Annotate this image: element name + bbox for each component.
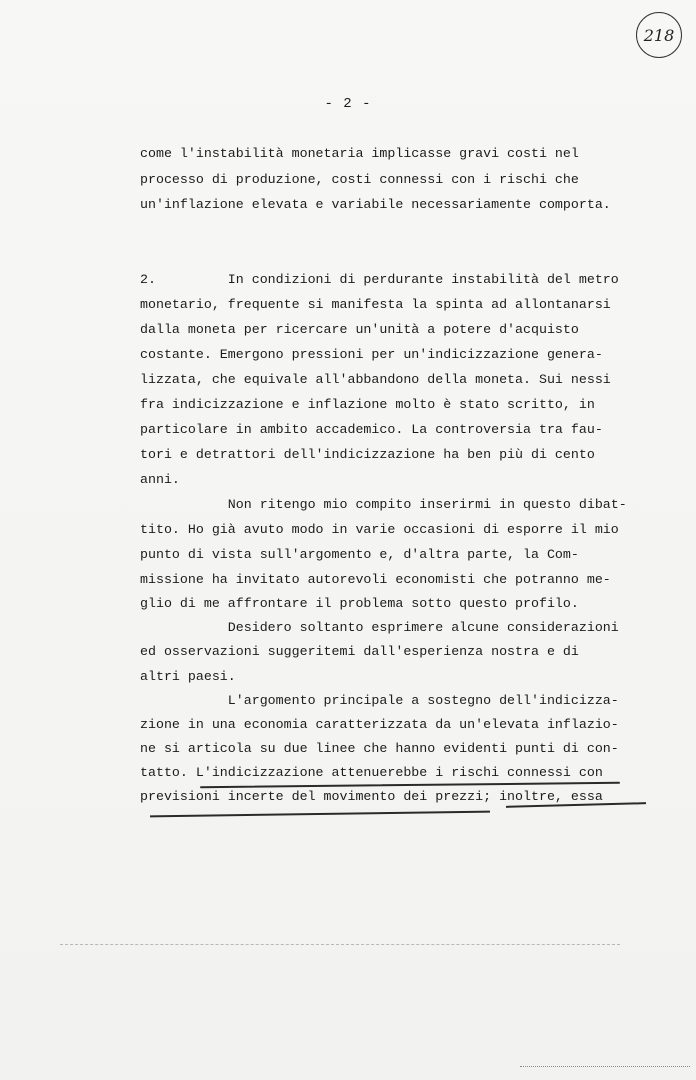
text-line: dalla moneta per ricercare un'unità a potere d'acquisto: [140, 322, 579, 337]
text-line: particolare in ambito accademico. La controversia tra fau-: [140, 422, 603, 437]
handwritten-underline: [150, 811, 490, 817]
text-line: zione in una economia caratterizzata da un'elevata inflazio-: [140, 717, 619, 732]
stamp-number: 218: [643, 25, 675, 45]
text-line: Desidero soltanto esprimere alcune considerazioni: [140, 620, 619, 635]
text-line: glio di me affrontare il problema sotto questo profilo.: [140, 596, 579, 611]
scan-artifact: [60, 944, 620, 946]
text-line: anni.: [140, 472, 180, 487]
text-line: tito. Ho già avuto modo in varie occasioni di esporre il mio: [140, 522, 619, 537]
scan-artifact: [520, 1066, 690, 1068]
text-line: processo di produzione, costi connessi con i rischi che: [140, 172, 579, 187]
text-line: previsioni incerte del movimento dei prezzi; inoltre, essa: [140, 789, 603, 804]
text-line: altri paesi.: [140, 669, 236, 684]
handwritten-underline: [200, 782, 620, 788]
text-line: costante. Emergono pressioni per un'indicizzazione genera-: [140, 347, 603, 362]
text-line: come l'instabilità monetaria implicasse gravi costi nel: [140, 146, 579, 161]
text-line: missione ha invitato autorevoli economisti che potranno me-: [140, 572, 611, 587]
text-line: Non ritengo mio compito inserirmi in questo dibat-: [140, 497, 627, 512]
text-line: 2. In condizioni di perdurante instabilità del metro: [140, 272, 619, 287]
text-line: un'inflazione elevata e variabile necessariamente comporta.: [140, 197, 611, 212]
text-line: lizzata, che equivale all'abbandono della moneta. Sui nessi: [140, 372, 611, 387]
text-line: tatto. L'indicizzazione attenuerebbe i rischi connessi con: [140, 765, 603, 780]
text-line: fra indicizzazione e inflazione molto è stato scritto, in: [140, 397, 595, 412]
page-stamp: [636, 12, 682, 58]
text-line: L'argomento principale a sostegno dell'indicizza-: [140, 693, 619, 708]
text-line: punto di vista sull'argomento e, d'altra parte, la Com-: [140, 547, 579, 562]
text-line: tori e detrattori dell'indicizzazione ha ben più di cento: [140, 447, 595, 462]
text-line: ne si articola su due linee che hanno evidenti punti di con-: [140, 741, 619, 756]
text-line: monetario, frequente si manifesta la spinta ad allontanarsi: [140, 297, 611, 312]
text-line: ed osservazioni suggeritemi dall'esperienza nostra e di: [140, 644, 579, 659]
page-number: - 2 -: [324, 96, 372, 112]
